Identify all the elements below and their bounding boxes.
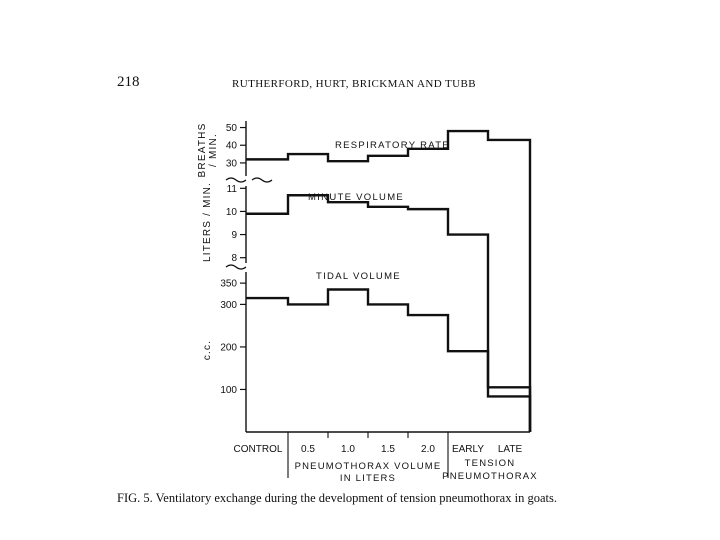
y-tick-label: 40: [225, 140, 237, 152]
group-label-pneumothorax: PNEUMOTHORAX: [442, 471, 538, 482]
page-number: 218: [117, 74, 140, 90]
y-axis-title-rate-2: / MIN.: [208, 133, 219, 167]
x-tick-label: 0.5: [301, 444, 315, 455]
y-tick-label: 100: [220, 384, 237, 396]
y-tick-label: 350: [220, 278, 237, 290]
x-tick-label: 1.0: [341, 444, 355, 455]
group-label-in-liters: IN LITERS: [339, 473, 397, 484]
y-tick-label: 30: [225, 158, 237, 170]
y-tick-label: 200: [220, 342, 237, 354]
axis-layer: [226, 121, 530, 478]
figure-caption: FIG. 5. Ventilatory exchange during the development of tension pneumothorax in goats.: [117, 491, 557, 505]
axis-break-mark: [226, 265, 246, 269]
x-tick-label: LATE: [497, 444, 523, 455]
series-line-minute-volume: [246, 195, 530, 432]
series-label-minute-volume: MINUTE VOLUME: [308, 192, 405, 203]
series-label-respiratory-rate: RESPIRATORY RATE: [335, 140, 450, 151]
axis-break-mark: [252, 178, 272, 182]
x-tick-label: EARLY: [451, 444, 485, 455]
group-label-pneumothorax-volume: PNEUMOTHORAX VOLUME: [294, 461, 442, 472]
y-axis-title-rate-1: BREATHS: [197, 122, 208, 178]
running-head: RUTHERFORD, HURT, BRICKMAN AND TUBB: [232, 78, 476, 90]
x-tick-label: 1.5: [381, 444, 395, 455]
x-tick-label: CONTROL: [233, 444, 283, 455]
axis-break-mark: [226, 178, 246, 182]
x-tick-label: 2.0: [421, 444, 435, 455]
y-tick-label: 300: [220, 299, 237, 311]
y-axis-title-tidal: c.c.: [202, 339, 213, 361]
y-tick-label: 11: [226, 183, 237, 195]
y-tick-label: 50: [225, 123, 237, 135]
y-tick-label: 9: [231, 230, 237, 242]
series-label-tidal-volume: TIDAL VOLUME: [316, 271, 401, 282]
y-tick-label: 8: [231, 253, 237, 265]
group-label-tension: TENSION: [464, 458, 516, 469]
y-tick-label: 10: [225, 206, 237, 218]
y-axis-title-minute: LITERS / MIN.: [202, 181, 213, 263]
